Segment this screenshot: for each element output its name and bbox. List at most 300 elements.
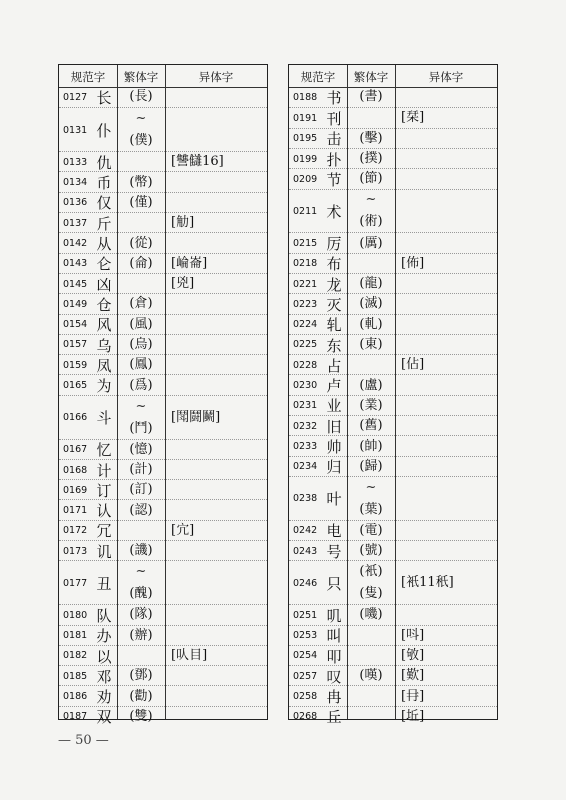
traditional-char: (嘰): [359, 607, 383, 623]
traditional-char: (術): [359, 214, 383, 230]
char-code: 0127: [63, 91, 88, 103]
variant-form: [395, 355, 497, 375]
variant-form: [395, 521, 497, 541]
char-code: 0168: [63, 464, 88, 476]
variant-char: [佔]: [401, 357, 425, 373]
header-traditional: 繁体字: [353, 70, 389, 84]
variant-form: [165, 355, 267, 375]
variant-char: [兇]: [171, 276, 195, 292]
variant-form: [395, 666, 497, 686]
traditional-form: [347, 457, 395, 477]
char-code: 0177: [63, 577, 88, 589]
variant-char: [佈]: [401, 255, 425, 271]
variant-form: [395, 686, 497, 706]
char-code: 0195: [293, 133, 318, 145]
standard-char: 办: [96, 627, 112, 646]
standard-char: 叽: [326, 606, 342, 625]
traditional-char: (長): [129, 89, 153, 105]
traditional-char: (爲): [129, 377, 153, 393]
table-row: [289, 456, 497, 477]
variant-form: [395, 436, 497, 456]
standard-char: 讥: [96, 542, 112, 561]
standard-char: 长: [96, 88, 112, 107]
variant-form: [395, 294, 497, 314]
standard-char: 厉: [326, 235, 342, 253]
traditional-char: (譏): [129, 543, 153, 559]
traditional-form: [347, 436, 395, 456]
table-row: [59, 395, 267, 440]
traditional-char: (業): [359, 397, 383, 413]
traditional-form: [117, 193, 165, 213]
char-code: 0181: [63, 630, 88, 642]
traditional-form: [117, 521, 165, 541]
traditional-form: [117, 355, 165, 375]
header-traditional: 繁体字: [123, 70, 159, 84]
standard-char: 斤: [96, 214, 112, 233]
traditional-form: [347, 541, 395, 561]
standard-char: 队: [96, 606, 112, 625]
char-code: 0257: [293, 670, 318, 682]
variant-char: [栞]: [401, 110, 425, 126]
variant-form: [395, 605, 497, 625]
traditional-form: [347, 396, 395, 416]
traditional-char: (葉): [359, 501, 383, 517]
standard-char: 卢: [326, 377, 342, 396]
table-row: [59, 253, 267, 274]
variant-form: [165, 541, 267, 561]
traditional-form: [117, 152, 165, 172]
char-code: 0246: [293, 577, 318, 589]
table-row: [289, 148, 497, 169]
table-row: [289, 665, 497, 686]
standard-char: 节: [326, 170, 342, 189]
traditional-form: [347, 477, 395, 521]
variant-char: [歎]: [401, 668, 425, 684]
table-row: [289, 354, 497, 375]
variant-form: [395, 626, 497, 646]
header-variant: 异体字: [428, 70, 464, 84]
table-header: [59, 65, 267, 88]
traditional-form: [117, 626, 165, 646]
table-row: [289, 87, 497, 107]
variant-form: [165, 626, 267, 646]
standard-char: 凤: [96, 356, 112, 375]
variant-form: [165, 396, 267, 440]
table-row: [59, 520, 267, 541]
traditional-char: (訂): [129, 482, 153, 498]
standard-char: 击: [326, 130, 342, 149]
variant-form: [395, 108, 497, 128]
standard-char: 帅: [326, 438, 342, 456]
standard-char: 仓: [96, 295, 112, 314]
table-row: [59, 560, 267, 605]
variant-form: [165, 500, 267, 520]
table-row: [289, 435, 497, 456]
traditional-char: ~: [135, 398, 147, 414]
column-divider: [347, 65, 348, 719]
header-variant: 异体字: [198, 70, 234, 84]
variant-form: [165, 605, 267, 625]
variant-char: [讐讎16]: [171, 154, 224, 170]
char-code: 0131: [63, 124, 88, 136]
char-code: 0180: [63, 609, 88, 621]
char-code: 0209: [293, 173, 318, 185]
table-row: [59, 212, 267, 233]
traditional-char: (隻): [359, 586, 383, 602]
variant-char: [觔]: [171, 215, 195, 231]
traditional-char: (侖): [129, 255, 153, 271]
variant-form: [165, 254, 267, 274]
table-row: [59, 625, 267, 646]
char-code: 0143: [63, 258, 88, 270]
table-row: [289, 395, 497, 416]
char-code: 0188: [293, 91, 318, 103]
standard-char: 叹: [326, 667, 342, 686]
variant-form: [395, 457, 497, 477]
traditional-form: [117, 561, 165, 605]
right-table: [288, 64, 498, 727]
table-row: [59, 293, 267, 314]
variant-form: [395, 541, 497, 561]
char-code: 0218: [293, 258, 318, 270]
standard-char: 龙: [326, 275, 342, 294]
standard-char: 风: [96, 316, 112, 335]
standard-char: 从: [96, 235, 112, 253]
left-table: [58, 64, 268, 727]
traditional-char: (僅): [129, 194, 153, 210]
variant-form: [165, 666, 267, 686]
table-row: [59, 665, 267, 686]
char-code: 0225: [293, 339, 318, 351]
traditional-char: (從): [129, 235, 153, 251]
variant-char: [衹11秖]: [401, 575, 454, 591]
variant-form: [165, 193, 267, 213]
traditional-char: (鬥): [129, 420, 153, 436]
traditional-char: (雙): [129, 708, 153, 724]
traditional-form: [347, 666, 395, 686]
char-code: 0185: [63, 670, 88, 682]
variant-form: [165, 707, 267, 727]
char-code: 0187: [63, 711, 88, 723]
table-row: [289, 476, 497, 521]
traditional-char: (鳳): [129, 357, 153, 373]
standard-char: 乌: [96, 336, 112, 355]
standard-char: 认: [96, 502, 112, 521]
standard-char: 邓: [96, 667, 112, 686]
table-row: [289, 273, 497, 294]
table-row: [59, 499, 267, 520]
table-row: [289, 374, 497, 395]
standard-char: 刊: [326, 109, 342, 128]
traditional-form: [117, 480, 165, 500]
variant-form: [165, 646, 267, 666]
standard-char: 布: [326, 255, 342, 274]
table-row: [289, 334, 497, 355]
traditional-char: (東): [359, 337, 383, 352]
char-code: 0167: [63, 444, 88, 456]
traditional-form: [347, 108, 395, 128]
variant-form: [395, 315, 497, 335]
variant-char: [㕥目]: [171, 648, 208, 663]
table-row: [289, 293, 497, 314]
traditional-char: (擊): [359, 130, 383, 146]
char-code: 0165: [63, 380, 88, 392]
variant-form: [395, 87, 497, 107]
table-row: [59, 706, 267, 727]
char-code: 0243: [293, 545, 318, 557]
standard-char: 扑: [326, 150, 342, 169]
traditional-form: [117, 500, 165, 520]
traditional-char: ~: [365, 479, 377, 495]
traditional-form: [117, 440, 165, 460]
variant-form: [165, 480, 267, 500]
char-code: 0137: [63, 217, 88, 229]
standard-char: 东: [326, 336, 342, 355]
variant-form: [165, 213, 267, 233]
table-row: [289, 189, 497, 234]
traditional-char: (隊): [129, 607, 153, 623]
char-code: 0149: [63, 298, 88, 310]
standard-char: 书: [326, 88, 342, 107]
char-code: 0169: [63, 484, 88, 496]
table-row: [289, 685, 497, 706]
char-code: 0157: [63, 339, 88, 351]
variant-form: [395, 707, 497, 727]
standard-char: 冉: [326, 688, 342, 707]
traditional-form: [347, 254, 395, 274]
variant-form: [395, 375, 497, 395]
variant-form: [165, 87, 267, 107]
traditional-form: [347, 335, 395, 355]
char-code: 0186: [63, 691, 88, 703]
column-divider: [165, 65, 166, 719]
traditional-char: (電): [359, 522, 383, 538]
traditional-form: [347, 129, 395, 149]
traditional-form: [347, 149, 395, 169]
traditional-form: [117, 541, 165, 561]
char-code: 0233: [293, 440, 318, 452]
standard-char: 占: [326, 356, 342, 375]
variant-form: [165, 315, 267, 335]
traditional-char: (認): [129, 502, 153, 518]
standard-char: 号: [326, 542, 342, 561]
table-row: [59, 540, 267, 561]
traditional-form: [347, 87, 395, 107]
variant-form: [395, 335, 497, 355]
traditional-form: [117, 707, 165, 727]
table-row: [59, 645, 267, 666]
traditional-form: [347, 686, 395, 706]
char-code: 0215: [293, 237, 318, 249]
standard-char: 术: [326, 202, 342, 221]
char-code: 0242: [293, 525, 318, 537]
standard-char: 轧: [326, 316, 342, 335]
char-code: 0234: [293, 461, 318, 473]
variant-form: [165, 294, 267, 314]
table-row: [59, 232, 267, 253]
variant-form: [395, 561, 497, 605]
table-row: [289, 107, 497, 128]
variant-form: [395, 169, 497, 189]
char-code: 0133: [63, 156, 88, 168]
traditional-form: [347, 561, 395, 605]
variant-form: [165, 274, 267, 294]
variant-form: [165, 108, 267, 152]
column-divider: [117, 65, 118, 719]
traditional-char: (烏): [129, 337, 153, 352]
standard-char: 归: [326, 458, 342, 477]
traditional-form: [347, 375, 395, 395]
variant-char: [冄]: [401, 688, 425, 704]
char-code: 0172: [63, 525, 88, 537]
variant-char: [呌]: [401, 627, 425, 643]
column-divider: [395, 65, 396, 719]
traditional-form: [117, 233, 165, 253]
variant-form: [165, 460, 267, 480]
standard-char: 斗: [96, 409, 112, 428]
standard-char: 订: [96, 481, 112, 500]
traditional-char: (醜): [129, 586, 153, 602]
traditional-char: (撲): [359, 151, 383, 167]
table-row: [289, 625, 497, 646]
standard-char: 凶: [96, 275, 112, 294]
traditional-char: (鄧): [129, 668, 153, 684]
traditional-char: (舊): [359, 418, 383, 434]
traditional-form: [117, 375, 165, 395]
table-row: [289, 232, 497, 253]
char-code: 0223: [293, 298, 318, 310]
table-row: [289, 560, 497, 605]
traditional-char: ~: [135, 564, 147, 580]
char-code: 0232: [293, 420, 318, 432]
standard-char: 只: [326, 574, 342, 593]
standard-char: 仑: [96, 255, 112, 274]
traditional-form: [347, 355, 395, 375]
table-row: [59, 334, 267, 355]
traditional-form: [347, 274, 395, 294]
table-header: [289, 65, 497, 88]
standard-char: 仇: [96, 153, 112, 172]
traditional-form: [347, 626, 395, 646]
variant-form: [395, 233, 497, 253]
traditional-char: (倉): [129, 296, 153, 312]
table-row: [289, 540, 497, 561]
traditional-form: [117, 213, 165, 233]
char-code: 0142: [63, 237, 88, 249]
table-row: [59, 87, 267, 107]
traditional-char: (幣): [129, 174, 153, 190]
variant-form: [395, 477, 497, 521]
char-code: 0182: [63, 650, 88, 662]
variant-form: [395, 274, 497, 294]
standard-char: 叫: [326, 627, 342, 646]
standard-char: 业: [326, 397, 342, 416]
traditional-char: (號): [359, 543, 383, 559]
table-row: [59, 374, 267, 395]
char-code: 0145: [63, 278, 88, 290]
standard-char: 忆: [96, 441, 112, 460]
char-code: 0268: [293, 711, 318, 723]
table-row: [289, 706, 497, 727]
standard-char: 仅: [96, 194, 112, 213]
traditional-char: (嘆): [359, 668, 383, 684]
traditional-form: [347, 646, 395, 666]
traditional-char: ~: [135, 111, 147, 127]
traditional-form: [347, 315, 395, 335]
traditional-form: [117, 108, 165, 152]
standard-char: 旧: [326, 417, 342, 436]
variant-form: [395, 129, 497, 149]
traditional-form: [347, 233, 395, 253]
traditional-char: (辦): [129, 627, 153, 643]
table-row: [59, 685, 267, 706]
standard-char: 丘: [326, 708, 342, 727]
table-row: [59, 171, 267, 192]
traditional-form: [347, 190, 395, 234]
table-row: [289, 645, 497, 666]
table-row: [289, 415, 497, 436]
char-code: 0253: [293, 630, 318, 642]
traditional-char: (帥): [359, 438, 383, 454]
traditional-char: (書): [359, 89, 383, 105]
traditional-form: [347, 169, 395, 189]
traditional-form: [347, 416, 395, 436]
traditional-form: [347, 707, 395, 727]
traditional-char: (憶): [129, 441, 153, 457]
variant-form: [165, 440, 267, 460]
char-code: 0171: [63, 505, 88, 517]
char-code: 0136: [63, 197, 88, 209]
traditional-form: [117, 460, 165, 480]
traditional-form: [117, 396, 165, 440]
traditional-char: (節): [359, 171, 383, 187]
variant-char: [崘崙]: [171, 255, 208, 271]
traditional-form: [117, 87, 165, 107]
standard-char: 为: [96, 377, 112, 396]
char-code: 0258: [293, 691, 318, 703]
table-row: [59, 151, 267, 172]
traditional-form: [117, 686, 165, 706]
variant-form: [165, 152, 267, 172]
traditional-form: [117, 335, 165, 355]
standard-char: 灭: [326, 295, 342, 314]
table-row: [289, 520, 497, 541]
variant-form: [165, 561, 267, 605]
char-code: 0230: [293, 380, 318, 392]
char-code: 0224: [293, 319, 318, 331]
table-row: [59, 192, 267, 213]
variant-form: [395, 190, 497, 234]
standard-char: 叩: [326, 647, 342, 666]
traditional-form: [117, 254, 165, 274]
standard-char: 劝: [96, 688, 112, 707]
table-row: [59, 439, 267, 460]
traditional-char: (計): [129, 462, 153, 478]
table-row: [59, 273, 267, 294]
variant-char: [鬦鬪鬭]: [171, 409, 221, 425]
page-number: — 50 —: [58, 733, 109, 748]
header-standard: 规范字: [70, 70, 106, 84]
traditional-form: [117, 294, 165, 314]
standard-char: 丑: [96, 574, 112, 593]
traditional-char: (風): [129, 316, 153, 332]
traditional-form: [117, 666, 165, 686]
table-row: [289, 253, 497, 274]
variant-form: [165, 375, 267, 395]
traditional-form: [117, 315, 165, 335]
table-row: [289, 128, 497, 149]
variant-form: [395, 149, 497, 169]
